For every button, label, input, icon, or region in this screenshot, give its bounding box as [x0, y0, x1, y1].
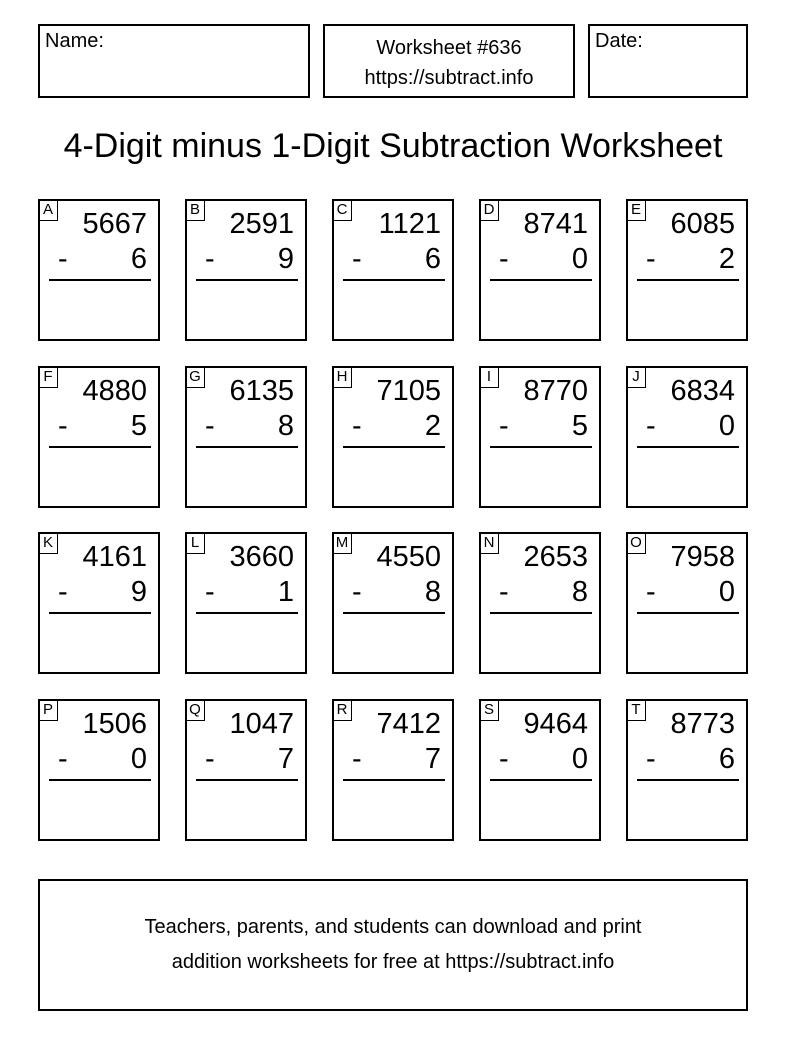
minus-sign: - [499, 243, 509, 275]
problem-letter: D [479, 199, 499, 221]
subtrahend: 5 [130, 410, 147, 442]
minuend: 5667 [82, 208, 147, 240]
problem-letter: R [332, 699, 352, 721]
minus-sign: - [646, 410, 656, 442]
problem-q[interactable] [185, 699, 307, 841]
answer-line [49, 779, 151, 781]
minuend: 6834 [670, 375, 735, 407]
worksheet-number: Worksheet #636 [376, 37, 522, 59]
problem-i[interactable] [479, 366, 601, 508]
minuend: 2653 [523, 541, 588, 573]
subtrahend: 0 [718, 410, 735, 442]
answer-line [343, 612, 445, 614]
answer-line [637, 779, 739, 781]
subtrahend: 0 [571, 243, 588, 275]
problem-e[interactable] [626, 199, 748, 341]
subtrahend: 2 [424, 410, 441, 442]
minuend: 6135 [229, 375, 294, 407]
minuend: 1047 [229, 708, 294, 740]
problem-p[interactable] [38, 699, 160, 841]
problem-letter: P [38, 699, 58, 721]
minus-sign: - [352, 410, 362, 442]
subtrahend: 7 [424, 743, 441, 775]
problem-d[interactable] [479, 199, 601, 341]
minus-sign: - [205, 576, 215, 608]
site-url: https://subtract.info [364, 67, 534, 89]
subtrahend: 8 [424, 576, 441, 608]
problem-k[interactable] [38, 532, 160, 674]
answer-line [49, 279, 151, 281]
subtrahend: 2 [718, 243, 735, 275]
minus-sign: - [205, 410, 215, 442]
minus-sign: - [205, 243, 215, 275]
problem-f[interactable] [38, 366, 160, 508]
minuend: 8741 [523, 208, 588, 240]
minuend: 6085 [670, 208, 735, 240]
page-title: 4-Digit minus 1-Digit Subtraction Worksheet [63, 127, 723, 165]
answer-line [637, 612, 739, 614]
problem-a[interactable] [38, 199, 160, 341]
problem-letter: N [479, 532, 499, 554]
problem-letter: Q [185, 699, 205, 721]
problem-letter: S [479, 699, 499, 721]
subtrahend: 1 [277, 576, 294, 608]
minus-sign: - [646, 243, 656, 275]
problem-letter: E [626, 199, 646, 221]
minuend: 1506 [82, 708, 147, 740]
subtrahend: 6 [718, 743, 735, 775]
problem-o[interactable] [626, 532, 748, 674]
minuend: 3660 [229, 541, 294, 573]
answer-line [637, 446, 739, 448]
problem-g[interactable] [185, 366, 307, 508]
subtrahend: 8 [571, 576, 588, 608]
problem-letter: G [185, 366, 205, 388]
answer-line [490, 279, 592, 281]
problem-l[interactable] [185, 532, 307, 674]
problem-letter: T [626, 699, 646, 721]
answer-line [490, 612, 592, 614]
minus-sign: - [58, 743, 68, 775]
problem-letter: F [38, 366, 58, 388]
problem-letter: L [185, 532, 205, 554]
subtrahend: 5 [571, 410, 588, 442]
answer-line [196, 612, 298, 614]
answer-line [196, 446, 298, 448]
problem-n[interactable] [479, 532, 601, 674]
problem-letter: B [185, 199, 205, 221]
subtrahend: 9 [130, 576, 147, 608]
minuend: 8773 [670, 708, 735, 740]
problem-m[interactable] [332, 532, 454, 674]
problem-letter: J [626, 366, 646, 388]
minuend: 4550 [376, 541, 441, 573]
subtrahend: 0 [571, 743, 588, 775]
problem-letter: K [38, 532, 58, 554]
subtrahend: 0 [718, 576, 735, 608]
minuend: 4161 [82, 541, 147, 573]
problem-letter: H [332, 366, 352, 388]
subtrahend: 8 [277, 410, 294, 442]
answer-line [49, 446, 151, 448]
problem-letter: A [38, 199, 58, 221]
minus-sign: - [646, 576, 656, 608]
answer-line [343, 446, 445, 448]
minus-sign: - [58, 410, 68, 442]
minus-sign: - [499, 576, 509, 608]
problem-t[interactable] [626, 699, 748, 841]
minuend: 2591 [229, 208, 294, 240]
minuend: 7105 [376, 375, 441, 407]
answer-line [637, 279, 739, 281]
minuend: 9464 [523, 708, 588, 740]
minuend: 1121 [378, 208, 441, 240]
footer-line-2: addition worksheets for free at https://subtract.info [171, 951, 615, 973]
answer-line [490, 779, 592, 781]
subtrahend: 0 [130, 743, 147, 775]
minus-sign: - [499, 410, 509, 442]
minuend: 7958 [670, 541, 735, 573]
footer-line-1: Teachers, parents, and students can download and print [144, 916, 642, 938]
problem-b[interactable] [185, 199, 307, 341]
minuend: 8770 [523, 375, 588, 407]
footer-note [38, 879, 748, 1011]
answer-line [196, 279, 298, 281]
minuend: 4880 [82, 375, 147, 407]
problem-letter: M [332, 532, 352, 554]
problem-letter: O [626, 532, 646, 554]
subtrahend: 7 [277, 743, 294, 775]
answer-line [49, 612, 151, 614]
answer-line [490, 446, 592, 448]
minus-sign: - [58, 243, 68, 275]
answer-line [343, 279, 445, 281]
problem-r[interactable] [332, 699, 454, 841]
name-label: Name: [45, 30, 104, 52]
minus-sign: - [205, 743, 215, 775]
minus-sign: - [58, 576, 68, 608]
minus-sign: - [352, 743, 362, 775]
subtrahend: 6 [130, 243, 147, 275]
minus-sign: - [646, 743, 656, 775]
subtrahend: 6 [424, 243, 441, 275]
minus-sign: - [352, 243, 362, 275]
problem-h[interactable] [332, 366, 454, 508]
problem-j[interactable] [626, 366, 748, 508]
answer-line [196, 779, 298, 781]
minuend: 7412 [376, 708, 441, 740]
problem-c[interactable] [332, 199, 454, 341]
answer-line [343, 779, 445, 781]
minus-sign: - [352, 576, 362, 608]
subtrahend: 9 [277, 243, 294, 275]
date-label: Date: [595, 30, 643, 52]
problem-letter: C [332, 199, 352, 221]
minus-sign: - [499, 743, 509, 775]
problem-s[interactable] [479, 699, 601, 841]
problem-letter: I [479, 366, 499, 388]
